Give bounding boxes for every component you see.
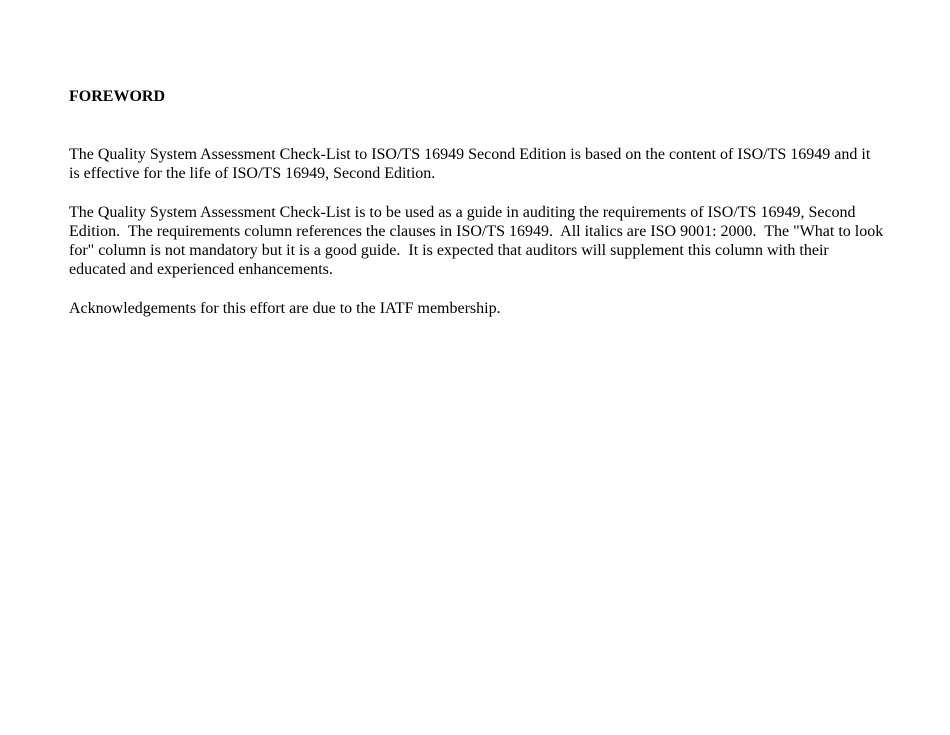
page-title: FOREWORD bbox=[69, 88, 165, 105]
paragraph-scope: The Quality System Assessment Check-List to ISO/TS 16949 Second Edition is based on the content of ISO/TS 16949 and it is effective for the life of ISO/TS 16949, Second Edition. bbox=[69, 146, 875, 183]
document-page bbox=[69, 87, 888, 318]
paragraph-usage: The Quality System Assessment Check-List is to be used as a guide in auditing the requirements of ISO/TS 16949, Second Edition. The requirements column references the clauses in ISO/TS 16949. All italics are ISO 9001: 2000. The "What to look for" column is not mandatory but it is a good guide. It is expected that auditors will supplement this column with their educated and experienced enhancements. bbox=[69, 203, 888, 279]
paragraph-acknowledgements: Acknowledgements for this effort are due to the IATF membership. bbox=[69, 299, 501, 317]
